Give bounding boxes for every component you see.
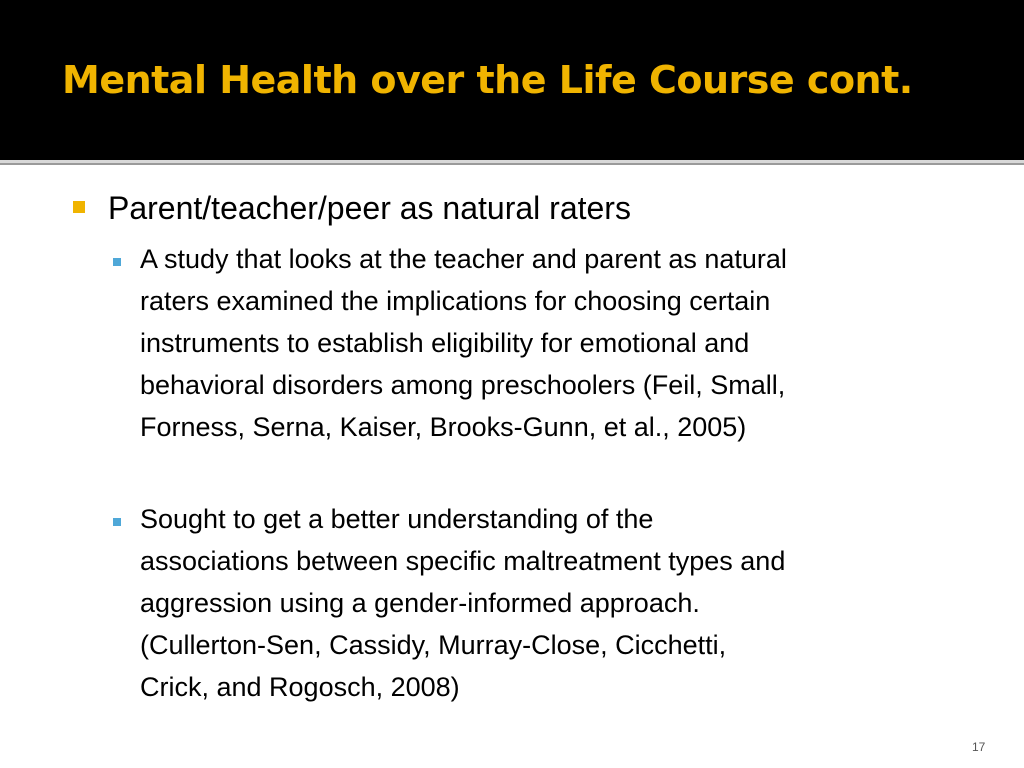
sub-bullet-1-line-3: instruments to establish eligibility for emotional and: [140, 328, 750, 358]
sub-bullet-2-line-5: Crick, and Rogosch, 2008): [140, 672, 460, 702]
sub-bullet-1-line-4: behavioral disorders among preschoolers (Feil, Small,: [140, 370, 786, 400]
main-bullet-text: Parent/teacher/peer as natural raters: [108, 190, 631, 226]
page-number: 17: [972, 740, 986, 754]
sub-bullet-text-1: [140, 238, 980, 448]
sub-bullet-2-line-4: (Cullerton-Sen, Cassidy, Murray-Close, Cicchetti,: [140, 630, 727, 660]
sub-bullet-2-line-3: aggression using a gender-informed approach.: [140, 588, 700, 618]
sub-bullet-marker-2: [113, 518, 121, 526]
slide-title: Mental Health over the Life Course cont.: [62, 58, 913, 102]
sub-bullet-2-line-1: Sought to get a better understanding of the: [140, 504, 654, 534]
sub-bullet-1-line-1: A study that looks at the teacher and parent as natural: [140, 244, 787, 274]
sub-bullet-1-line-5: Forness, Serna, Kaiser, Brooks-Gunn, et al., 2005): [140, 412, 747, 442]
sub-bullet-text-2: [140, 498, 980, 708]
sub-bullet-1-line-2: raters examined the implications for choosing certain: [140, 286, 771, 316]
sub-bullet-marker-1: [113, 258, 121, 266]
sub-bullet-2-line-2: associations between specific maltreatment types and: [140, 546, 786, 576]
main-bullet-marker: [73, 201, 85, 213]
